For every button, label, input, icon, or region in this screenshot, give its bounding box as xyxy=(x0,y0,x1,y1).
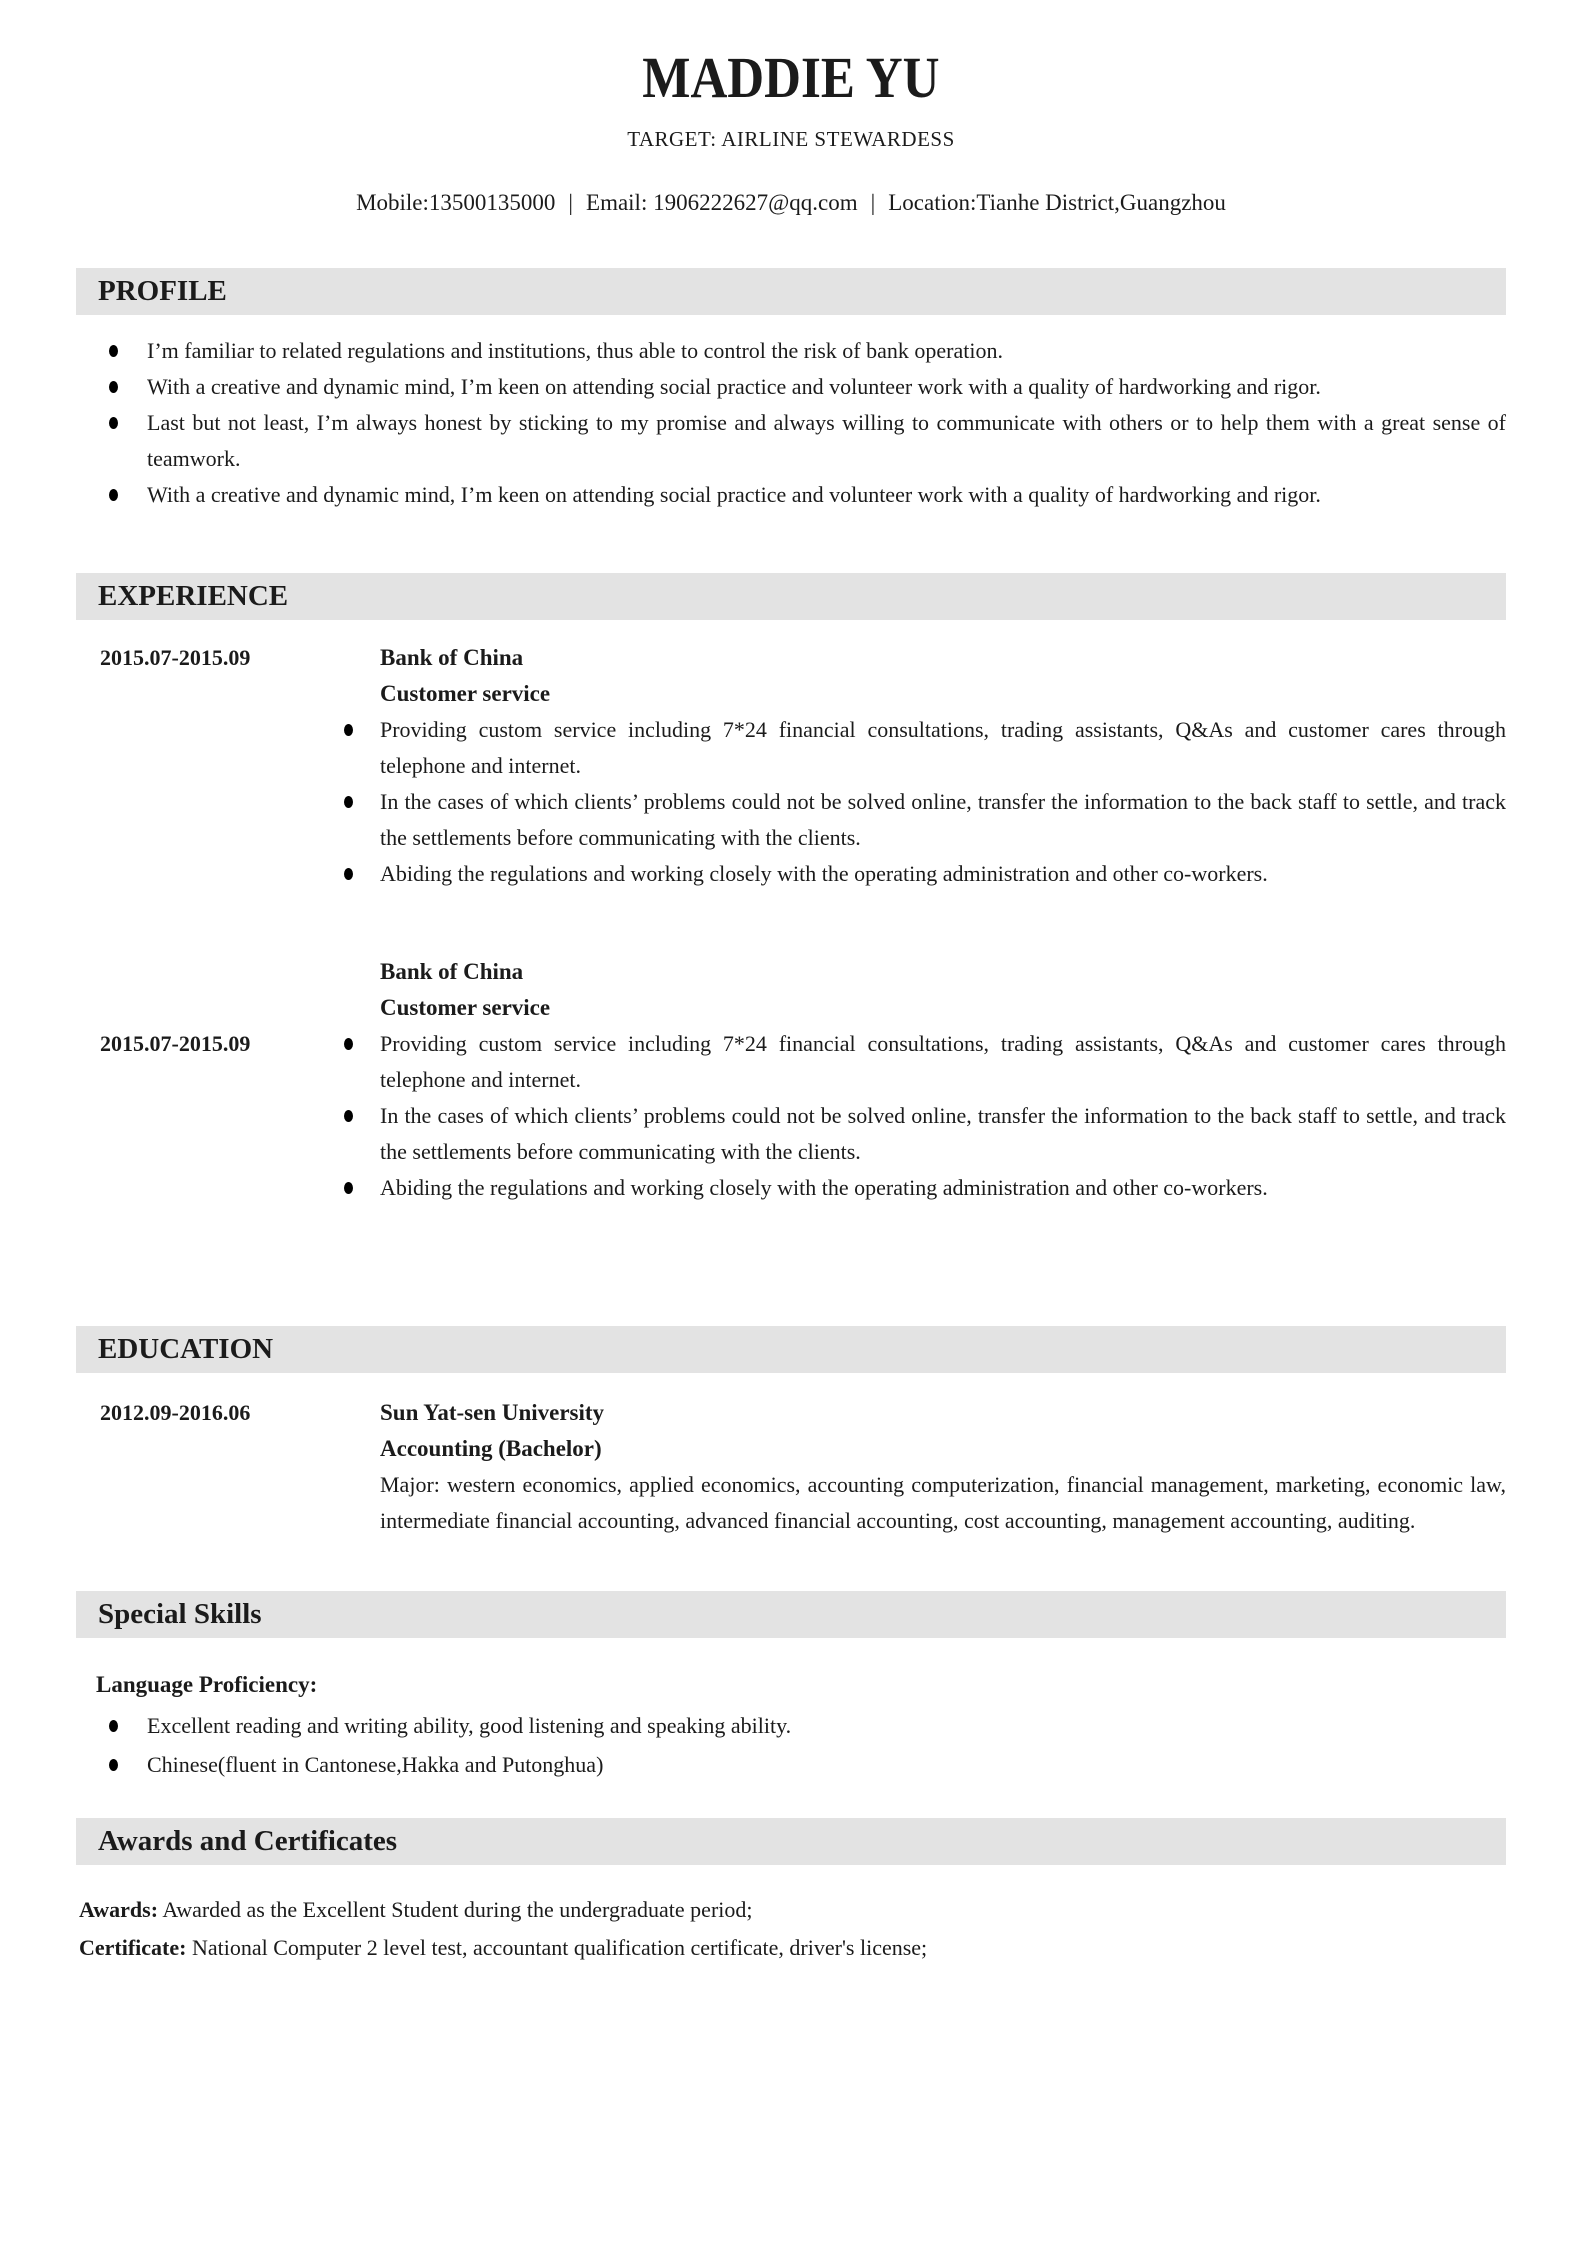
list-item xyxy=(147,1706,1506,1745)
list-item xyxy=(380,1098,1506,1170)
list-item xyxy=(380,856,1506,892)
list-item xyxy=(147,405,1506,477)
list-item xyxy=(147,1745,1506,1784)
section-profile xyxy=(76,268,1506,513)
experience-entry xyxy=(76,954,1506,1206)
experience-bullet-text: Abiding the regulations and working closely with the operating administration and other co-workers. xyxy=(380,861,1268,886)
skills-bullet-text: Chinese(fluent in Cantonese,Hakka and Putonghua) xyxy=(147,1752,604,1777)
skills-bullet-text: Excellent reading and writing ability, good listening and speaking ability. xyxy=(147,1713,792,1738)
bullet-icon xyxy=(344,1110,353,1122)
list-item xyxy=(380,1170,1506,1206)
company-name: Bank of China xyxy=(380,645,524,670)
list-item xyxy=(380,784,1506,856)
education-content xyxy=(380,1395,1506,1539)
section-title-special-skills: Special Skills xyxy=(76,1591,1506,1638)
contact-email: Email: 1906222627@qq.com xyxy=(586,190,858,215)
section-title-education: EDUCATION xyxy=(76,1326,1506,1373)
profile-bullet-text: With a creative and dynamic mind, I’m keen on attending social practice and volunteer work with a quality of hardworking and rigor. xyxy=(147,482,1321,507)
bullet-icon xyxy=(109,417,118,429)
experience-bullet-text: In the cases of which clients’ problems could not be solved online, transfer the information to the back staff to settle, and track the settlements before communicating with the clients. xyxy=(380,789,1506,850)
experience-date: 2015.07-2015.09 xyxy=(100,645,251,670)
section-title-experience: EXPERIENCE xyxy=(76,573,1506,620)
list-item xyxy=(380,1026,1506,1098)
experience-bullet-text: Abiding the regulations and working closely with the operating administration and other co-workers. xyxy=(380,1175,1268,1200)
bullet-icon xyxy=(344,1182,353,1194)
bullet-icon xyxy=(109,345,118,357)
contact-line xyxy=(76,188,1506,218)
company-name: Bank of China xyxy=(380,959,524,984)
candidate-name-row xyxy=(76,46,1506,110)
experience-entry xyxy=(76,640,1506,892)
bullet-icon xyxy=(344,724,353,736)
awards-block xyxy=(76,1891,1506,1967)
education-date: 2012.09-2016.06 xyxy=(100,1400,251,1425)
section-education xyxy=(76,1326,1506,1539)
profile-bullet-text: I’m familiar to related regulations and institutions, thus able to control the risk of bank operation. xyxy=(147,338,1003,363)
profile-bullet-text: Last but not least, I’m always honest by sticking to my promise and always willing to communicate with others or to help them with a great sense of teamwork. xyxy=(147,410,1506,471)
award-text: National Computer 2 level test, accountant qualification certificate, driver's license; xyxy=(191,1935,928,1960)
list-item xyxy=(147,369,1506,405)
section-special-skills xyxy=(76,1591,1506,1784)
bullet-icon xyxy=(344,1038,353,1050)
contact-separator: | xyxy=(870,190,876,215)
major-description: Major: western economics, applied economics, accounting computerization, financial management, marketing, economic law, intermediate financial accounting, advanced financial accounting, cost accounting, management accounting, auditing. xyxy=(380,1472,1506,1533)
award-label: Awards: xyxy=(79,1897,159,1922)
profile-bullet-text: With a creative and dynamic mind, I’m keen on attending social practice and volunteer work with a quality of hardworking and rigor. xyxy=(147,374,1321,399)
section-title-awards: Awards and Certificates xyxy=(76,1818,1506,1865)
contact-location: Location:Tianhe District,Guangzhou xyxy=(888,190,1226,215)
experience-bullet-list xyxy=(380,1026,1506,1206)
contact-mobile: Mobile:13500135000 xyxy=(356,190,556,215)
award-line xyxy=(79,1891,1506,1929)
experience-content xyxy=(380,954,1506,1206)
award-line xyxy=(79,1929,1506,1967)
experience-bullet-text: In the cases of which clients’ problems could not be solved online, transfer the information to the back staff to settle, and track the settlements before communicating with the clients. xyxy=(380,1103,1506,1164)
job-title: Customer service xyxy=(380,995,551,1020)
job-target: TARGET: AIRLINE STEWARDESS xyxy=(627,127,955,151)
job-title: Customer service xyxy=(380,681,551,706)
experience-bullet-text: Providing custom service including 7*24 financial consultations, trading assistants, Q&As and customer cares through telephone and internet. xyxy=(380,1031,1506,1092)
bullet-icon xyxy=(109,1720,118,1732)
list-item xyxy=(147,477,1506,513)
bullet-icon xyxy=(109,1759,118,1771)
experience-bullet-text: Providing custom service including 7*24 financial consultations, trading assistants, Q&As and customer cares through telephone and internet. xyxy=(380,717,1506,778)
school-name: Sun Yat-sen University xyxy=(380,1400,605,1425)
bullet-icon xyxy=(109,489,118,501)
experience-date: 2015.07-2015.09 xyxy=(100,1031,251,1056)
section-awards xyxy=(76,1818,1506,1967)
section-title-profile: PROFILE xyxy=(76,268,1506,315)
award-label: Certificate: xyxy=(79,1935,187,1960)
profile-bullet-list xyxy=(76,333,1506,513)
skills-bullet-list xyxy=(76,1706,1506,1784)
education-entry xyxy=(76,1395,1506,1539)
award-text: Awarded as the Excellent Student during the undergraduate period; xyxy=(162,1897,753,1922)
skills-subtitle: Language Proficiency: xyxy=(96,1672,318,1697)
section-experience xyxy=(76,573,1506,1206)
degree-name: Accounting (Bachelor) xyxy=(380,1436,602,1461)
candidate-name: MADDIE YU xyxy=(642,45,940,110)
bullet-icon xyxy=(109,381,118,393)
list-item xyxy=(380,712,1506,784)
list-item xyxy=(147,333,1506,369)
experience-bullet-list xyxy=(380,712,1506,892)
bullet-icon xyxy=(344,796,353,808)
resume-header xyxy=(76,0,1506,218)
experience-content xyxy=(380,640,1506,892)
bullet-icon xyxy=(344,868,353,880)
contact-separator: | xyxy=(568,190,574,215)
